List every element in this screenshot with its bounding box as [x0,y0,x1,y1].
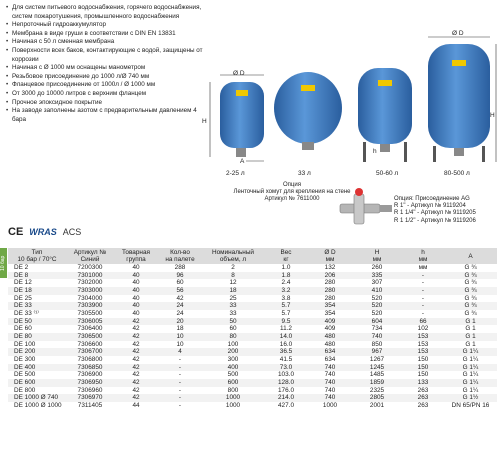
table-cell: 1000 [322,401,338,409]
table-cell: 7302000 [77,279,103,287]
table-cell: 427.0 [278,401,294,409]
table-cell: 66 [402,318,444,326]
table-cell: 40 [132,294,140,302]
table-cell: DN 65/PN 16 [451,401,490,409]
table-cell: G 1¼ [444,364,497,372]
table-cell: 40 [114,302,158,310]
table-cell: 100 [227,340,239,348]
table-cell: 2.4 [281,279,291,287]
ag-fitting-icon [336,186,396,236]
table-cell: 42 [176,294,184,302]
option-clamp-title: Опция [283,182,301,188]
table-cell: 20 [158,318,202,326]
table-cell: 18 [176,325,184,333]
table-row [8,302,497,310]
table-header-cell: Номинальный объем, л [202,248,264,264]
table-cell: 634 [324,355,336,363]
table-cell: 40 [114,287,158,295]
table-header-cell: Кол-во на палете [158,248,202,264]
table-cell: 40 [132,279,140,287]
table-row [8,348,497,356]
table-cell: 96 [158,272,202,280]
table-cell: 80 [202,333,264,341]
feature-item: • Мембрана в виде груши в соответствии с DIN EN 13831 [6,30,211,39]
table-cell: 42 [132,325,140,333]
option-ag-title: Опция: Присоединение AG [394,196,470,202]
table-cell: 42 [132,340,140,348]
table-cell: G 1½ [444,394,497,402]
dim-h-label: H [202,118,207,125]
table-cell: 42 [114,333,158,341]
table-cell: 520 [371,294,383,302]
table-cell: 7303900 [66,302,114,310]
table-cell: 16.0 [279,340,293,348]
table-row [8,364,497,372]
feature-item: • Поверхности всех баков, контактирующие с водой, защищены от коррозии [6,47,211,64]
table-cell: 263 [417,401,429,409]
table-cell: 354 [308,302,352,310]
tank-50-60-drawing [358,68,412,162]
table-cell: 409 [308,318,352,326]
table-cell: 307 [371,279,383,287]
table-cell: 33 [202,302,264,310]
table-cell: - [421,279,425,287]
table-cell: G ¾ [444,272,497,280]
table-row [8,333,497,341]
table-cell: 280 [324,279,336,287]
table-cell: 1.0 [281,264,291,271]
table-cell: 150 [402,364,444,372]
table-cell: DE 300 [14,355,36,363]
table-cell: 740 [324,371,336,379]
table-cell: 1.8 [264,272,308,280]
table-cell: 410 [352,287,402,295]
table-cell: 734 [371,325,383,333]
table-row [8,264,497,272]
table-row [8,287,497,295]
table-cell: DE 33 ⁽¹⁾ [14,309,39,317]
table-cell: - [402,302,444,310]
table-row [8,394,497,402]
table-cell: G 1 [465,325,476,333]
table-cell: 133 [402,379,444,387]
table-cell: G ¾ [464,279,477,287]
table-cell: 300 [227,355,239,363]
table-cell: 1859 [352,379,402,387]
feature-item: • Резьбовое присоединение до 1000 л/Ø 740 мм [6,73,211,82]
table-cell: G ¾ [464,309,477,317]
table-row [8,295,497,303]
table-cell: DE 18 [8,287,66,295]
feature-item: • На заводе заполнены азотом с предварительным давлением 4 бара [6,107,211,124]
table-cell: 7306950 [66,379,114,387]
table-header-cell: Товарная группа [114,248,158,264]
table-cell: G ¾ [444,287,497,295]
tank-33-drawing [274,72,342,150]
table-cell: DE 60 [14,325,32,333]
table-cell: G ¾ [464,264,477,271]
table-cell: 1000 [225,401,241,409]
table-cell: 73.0 [264,364,308,372]
table-cell: 634 [308,348,352,356]
table-cell: 200 [202,348,264,356]
table-cell: - [158,379,202,387]
table-cell: 400 [202,364,264,372]
table-cell: DE 200 [8,348,66,356]
table-row [8,341,497,349]
feature-list [6,4,211,124]
option-ag [394,196,476,225]
table-row [8,402,497,410]
table-cell: G ¾ [444,302,497,310]
table-cell: 42 [114,348,158,356]
table-cell: 33 [229,309,237,317]
table-cell: G 1 [465,340,476,348]
table-cell: 740 [352,333,402,341]
dim-a-label: A [240,158,245,165]
table-cell: 12 [229,279,237,287]
table-row [8,279,497,287]
table-cell: DE 33 [8,302,66,310]
table-cell: 2805 [352,394,402,402]
table-header-cell: Ø D мм [308,248,352,264]
table-cell: 520 [352,302,402,310]
table-cell: 3.2 [264,287,308,295]
table-cell: 150 [417,371,429,379]
table-cell: 740 [324,386,336,394]
table-cell: 102 [417,325,429,333]
table-cell: G 1 [444,333,497,341]
table-cell: 409 [324,325,336,333]
table-cell: 4 [158,348,202,356]
table-cell: 153 [402,333,444,341]
table-cell: 14.0 [264,333,308,341]
table-cell: 42 [114,394,158,402]
table-cell: DE 2 [14,264,29,271]
table-cell: 153 [402,348,444,356]
table-cell: 25 [229,294,237,302]
table-cell: 280 [324,294,336,302]
table-cell: - [158,364,202,372]
table-cell: G 1¼ [462,355,479,363]
table-cell: 7306970 [66,394,114,402]
table-cell: 153 [417,340,429,348]
table-cell: G ¾ [464,294,477,302]
table-cell: 480 [324,340,336,348]
table-cell: 1485 [369,371,385,379]
table-cell: 10 [176,340,184,348]
table-cell: 335 [352,272,402,280]
table-cell: 11.2 [280,325,292,333]
table-cell: - [158,394,202,402]
table-header-cell: H мм [352,248,402,264]
table-row [8,387,497,395]
table-cell: 1000 [202,394,264,402]
table-header-cell: A [444,248,497,264]
table-cell: 7305500 [77,309,103,317]
option-clamp [232,182,352,204]
table-cell: 42 [114,364,158,372]
table-cell: 260 [371,264,383,271]
table-cell: 24 [176,309,184,317]
table-cell: 206 [308,272,352,280]
table-cell: - [402,272,444,280]
table-cell: 7304000 [77,294,103,302]
table-cell: 56 [158,287,202,295]
table-cell: 2001 [369,401,385,409]
table-cell: G 1 [444,318,497,326]
dim-h-small-label: h [373,148,377,155]
table-header-cell: h мм [402,248,444,264]
tank-2-25-drawing [210,75,264,161]
table-cell: 9.5 [264,318,308,326]
table-cell: 500 [227,371,239,379]
table-cell: 8 [202,272,264,280]
table-cell: G 1¼ [444,379,497,387]
table-cell: 263 [402,394,444,402]
table-cell: 41.5 [279,355,293,363]
table-cell: 740 [308,394,352,402]
table-header-cell: Артикул № Синий [66,248,114,264]
spec-table [8,248,497,409]
tank-80-500-drawing [428,37,496,162]
table-cell: 850 [371,340,383,348]
table-cell: 740 [308,379,352,387]
table-cell: 132 [324,264,336,271]
table-row [8,310,497,318]
dim-d-label: Ø D [233,70,245,77]
table-cell: DE 12 [14,279,32,287]
wras-logo: WRAS [29,227,57,237]
table-row [8,379,497,387]
table-header-cell: Вес кг [264,248,308,264]
table-cell: 24 [158,302,202,310]
option-ag-line2: R 1 1/4" - Артикул № 9119205 [394,210,476,217]
table-cell: 600 [202,379,264,387]
table-cell: - [421,309,425,317]
dim-h-large-label: H [490,112,495,119]
table-cell: 740 [308,364,352,372]
table-cell: 7306960 [77,386,103,394]
feature-item: • От 3000 до 10000 литров с верхним фланцем [6,90,211,99]
table-cell: 7306700 [66,348,114,356]
feature-item: • Начиная с 50 л сменная мембрана [6,38,211,47]
table-cell: 800 [227,386,239,394]
table-row [8,318,497,326]
table-cell: 7311405 [77,401,103,409]
table-cell: 10 [158,333,202,341]
table-cell: DE 1000 Ø 740 [8,394,66,402]
table-cell: мм [418,264,428,271]
table-cell: 354 [324,309,336,317]
acs-logo: ACS [62,227,82,237]
table-cell: 150 [417,355,429,363]
feature-item: • Для систем питьевого водоснабжения, горячего водоснабжения, систем пожаротушения, промышленного водоснабжения [6,4,211,21]
table-cell: DE 600 [8,379,66,387]
table-row [8,356,497,364]
table-cell: 214.0 [264,394,308,402]
table-cell: 1267 [369,355,385,363]
table-cell: - [402,287,444,295]
table-cell: 176.0 [278,386,294,394]
table-cell: 7200300 [77,264,103,271]
table-cell: 5.7 [281,309,291,317]
table-cell: 50 [202,318,264,326]
table-cell: 36.5 [264,348,308,356]
pressure-tag: 10 бар [0,248,7,278]
table-cell: 5.7 [264,302,308,310]
table-cell: 7306800 [77,355,103,363]
table-cell: 42 [132,371,140,379]
table-row [8,272,497,280]
option-ag-line3: R 1 1/2" - Артикул № 9119206 [394,217,476,224]
table-cell: - [178,371,182,379]
table-cell: G 1¼ [444,348,497,356]
table-cell: - [421,294,425,302]
table-cell: 520 [371,309,383,317]
table-cell: 288 [174,264,186,271]
label-33: 33 л [298,170,311,177]
feature-item: • Непроточный гидроаккумулятор [6,21,211,30]
table-cell: 60 [229,325,237,333]
table-cell: 42 [114,318,158,326]
table-cell: 7306900 [77,371,103,379]
option-clamp-line1: Ленточный хомут для крепления на стене [233,189,351,196]
table-cell: 2 [231,264,235,271]
table-cell: 42 [132,386,140,394]
label-50-60: 50-60 л [376,170,399,177]
tank-drawings [200,30,500,180]
table-body [8,264,497,409]
table-cell: 1245 [352,364,402,372]
table-cell: G 1¼ [462,371,479,379]
table-cell: 7306600 [77,340,103,348]
label-80-500: 80-500 л [444,170,470,177]
table-cell: DE 400 [8,364,66,372]
table-cell: 967 [352,348,402,356]
table-cell: 18 [202,287,264,295]
feature-item: • Фланцевое присоединение от 1000л / Ø 1000 мм [6,81,211,90]
table-cell: 40 [132,309,140,317]
table-cell: 7303000 [66,287,114,295]
table-cell: 7306500 [66,333,114,341]
feature-item: • Начиная с Ø 1000 мм оснащены манометром [6,64,211,73]
table-cell: 128.0 [264,379,308,387]
label-2-25: 2-25 л [226,170,245,177]
table-cell: 40 [132,264,140,271]
table-cell: - [178,386,182,394]
table-cell: 2325 [369,386,385,394]
table-cell: 103.0 [278,371,294,379]
table-cell: DE 25 [14,294,32,302]
table-cell: - [178,355,182,363]
table-cell: DE 500 [14,371,36,379]
table-cell: 7306400 [77,325,103,333]
table-cell: 40 [114,272,158,280]
table-cell: 7301000 [66,272,114,280]
table-header-row [8,248,497,264]
table-cell: 3.8 [281,294,291,302]
table-row [8,325,497,333]
option-clamp-line2: Артикул № 7611000 [264,196,320,203]
table-row [8,371,497,379]
table-cell: DE 80 [8,333,66,341]
table-cell: 44 [132,401,140,409]
table-cell: 7306005 [66,318,114,326]
table-cell: 42 [132,355,140,363]
feature-item: • Прочное эпоксидное покрытие [6,99,211,108]
dim-d-large-label: Ø D [452,30,464,37]
table-cell: G 1¼ [462,386,479,394]
table-cell: DE 50 [8,318,66,326]
table-header-cell: Тип 10 бар / 70°C [8,248,66,264]
table-cell: 60 [176,279,184,287]
table-cell: 263 [417,386,429,394]
table-cell: - [178,401,182,409]
table-cell: DE 8 [8,272,66,280]
table-cell: 7306850 [66,364,114,372]
table-cell: 42 [114,379,158,387]
table-cell: 280 [308,287,352,295]
table-cell: DE 100 [14,340,36,348]
certification-logos [8,226,81,238]
table-cell: 480 [308,333,352,341]
table-cell: DE 800 [14,386,36,394]
ce-logo: CE [8,226,24,238]
option-ag-line1: R 1" - Артикул № 9119204 [394,203,466,210]
table-cell: DE 1000 Ø 1000 [14,401,62,409]
table-cell: 604 [352,318,402,326]
